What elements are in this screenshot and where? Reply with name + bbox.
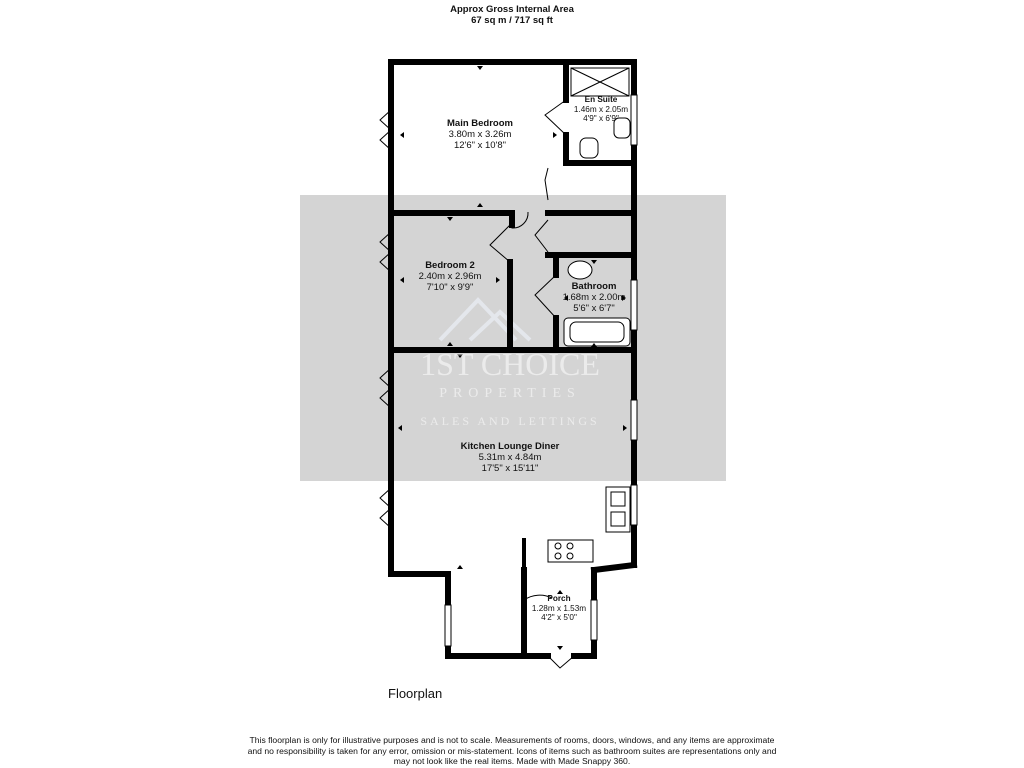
bathroom-basin [568,261,592,279]
room-name: Main Bedroom [447,118,513,129]
room-bathroom [558,281,630,314]
room-kitchen-lounge-diner [430,441,590,474]
disclaimer [0,735,1024,767]
room-metric: 1.28m x 1.53m [531,603,587,613]
room-metric: 1.46m x 2.05m [573,104,629,114]
room-imperial: 4'2" x 5'0" [541,613,577,622]
watermark-line2: PROPERTIES [439,386,581,401]
disclaimer-line-2: and no responsibility is taken for any error, omission or mis-statement. Icons of items such as bathroom suites are representations only and [247,745,777,756]
room-name: Bedroom 2 [425,260,475,271]
disclaimer-line-3: may not look like the real items. Made with Made Snappy 360. [393,756,631,766]
area-title: Approx Gross Internal Area [450,4,574,15]
room-name: Kitchen Lounge Diner [460,441,560,452]
floorplan-caption: Floorplan [388,686,443,701]
room-metric: 3.80m x 3.26m [448,129,512,140]
room-en-suite [566,95,636,124]
disclaimer-line-1: This floorplan is only for illustrative purposes and is not to scale. Measurements of rooms, doors, windows, and any items are approximate [249,735,775,745]
room-imperial: 12'6" x 10'8" [453,140,507,151]
room-imperial: 7'10" x 9'9" [426,282,474,293]
room-name: Bathroom [571,281,617,292]
watermark-line3: SALES AND LETTINGS [420,414,600,428]
room-main-bedroom [420,118,540,151]
room-porch [526,594,592,623]
room-metric: 2.40m x 2.96m [418,271,482,282]
watermark-brand: 1ST CHOICE [420,346,600,382]
room-metric: 5.31m x 4.84m [478,452,542,463]
area-value: 67 sq m / 717 sq ft [471,15,553,26]
ensuite-basin [580,138,598,158]
room-imperial: 5'6" x 6'7" [573,303,615,314]
room-metric: 1.68m x 2.00m [562,292,626,303]
room-name: En Suite [584,95,618,104]
room-bedroom-2 [405,260,495,293]
room-imperial: 17'5" x 15'11" [481,463,539,474]
room-imperial: 4'9" x 6'9" [583,114,619,123]
room-name: Porch [547,594,571,603]
